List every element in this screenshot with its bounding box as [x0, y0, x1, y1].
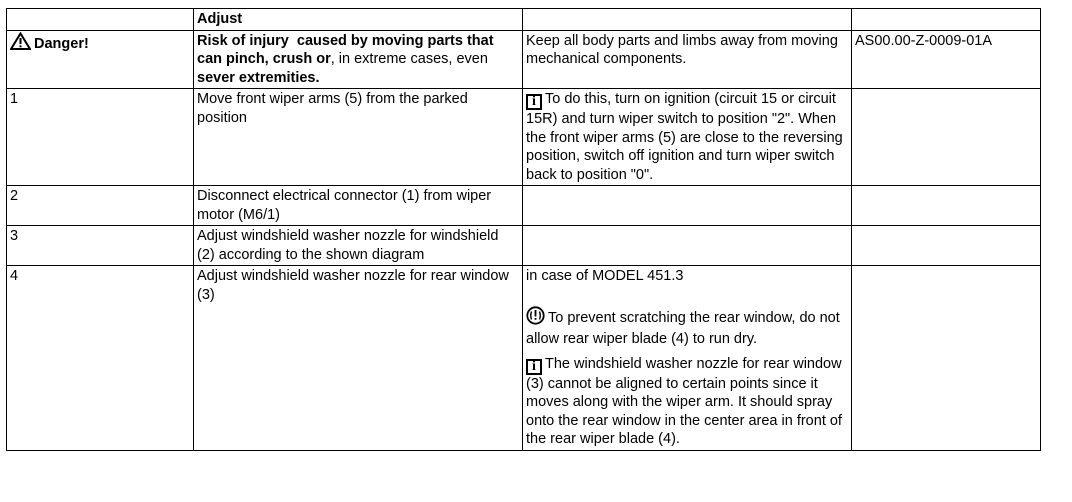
step-empty-cell — [523, 226, 852, 266]
warning-triangle-icon — [10, 32, 31, 56]
step-empty-cell — [852, 186, 1041, 226]
step-note-cell — [523, 89, 852, 186]
header-empty-cell — [523, 9, 852, 31]
step-number: 2 — [7, 186, 194, 226]
step-note: To do this, turn on ignition (circuit 15 or circuit 15R) and turn wiper switch to position "2". When the front wiper arms (5) are close to the reversing position, switch off ignition and turn wiper switch back to position "0". — [526, 91, 843, 183]
step-text: Adjust windshield washer nozzle for rear window (3) — [194, 266, 523, 451]
caution-text: To prevent scratching the rear window, do not allow rear wiper blade (4) to run dry. — [526, 309, 840, 347]
danger-code: AS00.00-Z-0009-01A — [852, 30, 1041, 89]
info-text: The windshield washer nozzle for rear window (3) cannot be aligned to certain points since it moves along with the wiper arm. It should spray onto the rear window in the center area in front of the rear wiper blade (4). — [526, 355, 842, 447]
danger-label-cell — [7, 30, 194, 89]
step-number: 4 — [7, 266, 194, 451]
danger-instruction: Keep all body parts and limbs away from moving mechanical components. — [523, 30, 852, 89]
caution-note — [526, 306, 848, 349]
risk-normal-1: , in extreme cases, even — [330, 51, 488, 67]
step-empty-cell — [523, 186, 852, 226]
danger-row — [7, 30, 1041, 89]
header-empty-cell — [852, 9, 1041, 31]
step-empty-cell — [852, 266, 1041, 451]
step-row — [7, 186, 1041, 226]
risk-bold-1: Risk of injury — [197, 32, 289, 49]
caution-note-icon — [526, 306, 545, 331]
model-condition: in case of MODEL 451.3 — [526, 268, 684, 284]
step-note-cell — [523, 266, 852, 451]
header-row — [7, 9, 1041, 31]
danger-label: Danger! — [34, 35, 89, 52]
risk-bold-3: sever extremities. — [197, 69, 320, 86]
danger-risk-cell — [194, 30, 523, 89]
step-number: 3 — [7, 226, 194, 266]
step-text: Move front wiper arms (5) from the parked position — [194, 89, 523, 186]
risk-bold-2: caused by moving parts that can pinch, crush or — [197, 32, 494, 67]
header-empty-cell — [7, 9, 194, 31]
step-text: Adjust windshield washer nozzle for windshield (2) according to the shown diagram — [194, 226, 523, 266]
step-empty-cell — [852, 226, 1041, 266]
step-empty-cell — [852, 89, 1041, 186]
info-icon: i — [526, 359, 542, 375]
header-title: Adjust — [194, 9, 523, 31]
step-number: 1 — [7, 89, 194, 186]
info-icon: i — [526, 94, 542, 110]
step-row — [7, 266, 1041, 451]
step-text: Disconnect electrical connector (1) from wiper motor (M6/1) — [194, 186, 523, 226]
step-row — [7, 89, 1041, 186]
step-row — [7, 226, 1041, 266]
info-note — [526, 355, 848, 449]
procedure-table — [6, 8, 1041, 451]
